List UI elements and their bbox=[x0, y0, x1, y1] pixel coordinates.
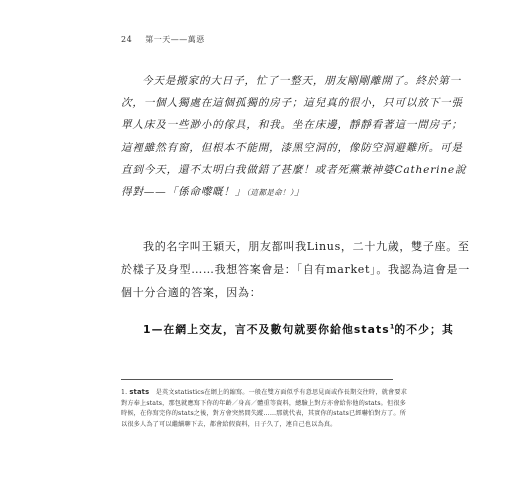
bold-list-text-after: 的不少；其 bbox=[394, 323, 454, 336]
footnote-line: 以很多人為了可以繼續聊下去，都會給假資料，日子久了，連自己也以為真。 bbox=[121, 420, 337, 428]
body-line: 於樣子及身型……我想答案會是：「自有market」。我認為這會是一 bbox=[121, 262, 470, 276]
italic-diary-paragraph bbox=[121, 70, 467, 204]
italic-last-line-end: 」 bbox=[294, 186, 306, 199]
cantonese-gloss-note: （這都是命！） bbox=[246, 188, 294, 198]
footnote-marker: 1. bbox=[121, 389, 128, 396]
footnote-line-first bbox=[121, 387, 408, 399]
italic-last-line bbox=[121, 181, 393, 204]
italic-line: 單人床及一些渺小的傢具，和我。坐在床邊，靜靜看著這一間房子； bbox=[121, 119, 463, 132]
footnote-line: 對方奉上stats，那包就應寫下你的年齡／身高／體重等資料，總驗上對方亦會給你他的stats。但很多 bbox=[121, 399, 407, 407]
italic-line: 直到今天，還不太明白我做錯了甚麼！或者死黨兼神婆Catherine說 bbox=[121, 163, 467, 176]
footnote-line: 時候，在你寫完你的stats之後，對方會突然間失蹤……那就代表，其實你的stats已經嚇怕對方了。所 bbox=[121, 410, 407, 418]
bold-list-item bbox=[143, 322, 454, 337]
italic-line: 次，一個人獨處在這個孤獨的房子；這兒真的很小，只可以放下一張 bbox=[121, 97, 463, 110]
body-line: 個十分合適的答案，因為： bbox=[121, 285, 262, 299]
footnote-text: 是英文statistics在網上的縮寫。一般在雙方面似乎有意思見面或作長期交往時，就會要求 bbox=[155, 389, 408, 396]
italic-last-line-main: 得對——「係命嚟嘅！」 bbox=[121, 186, 247, 199]
bold-list-text: 1—在網上交友，言不及數句就要你給他stats bbox=[143, 323, 390, 336]
footnote bbox=[121, 387, 408, 430]
italic-line: 這裡雖然有窗，但根本不能開，漆黑空洞的，像防空洞避難所。可是 bbox=[121, 141, 463, 154]
intro-paragraph bbox=[121, 236, 470, 304]
running-head bbox=[121, 34, 205, 45]
italic-line: 今天是搬家的大日子，忙了一整天，朋友剛剛離開了。終於第一 bbox=[142, 75, 462, 87]
body-line: 我的名字叫王穎天，朋友都叫我Linus，二十九歲，雙子座。至 bbox=[143, 240, 470, 253]
page-number: 24 bbox=[121, 35, 133, 44]
footnote-divider bbox=[121, 379, 393, 380]
footnote-term: stats bbox=[129, 388, 150, 396]
chapter-title: 第一天——萬惡 bbox=[145, 35, 205, 44]
footnote-reference[interactable]: 1 bbox=[389, 322, 395, 331]
